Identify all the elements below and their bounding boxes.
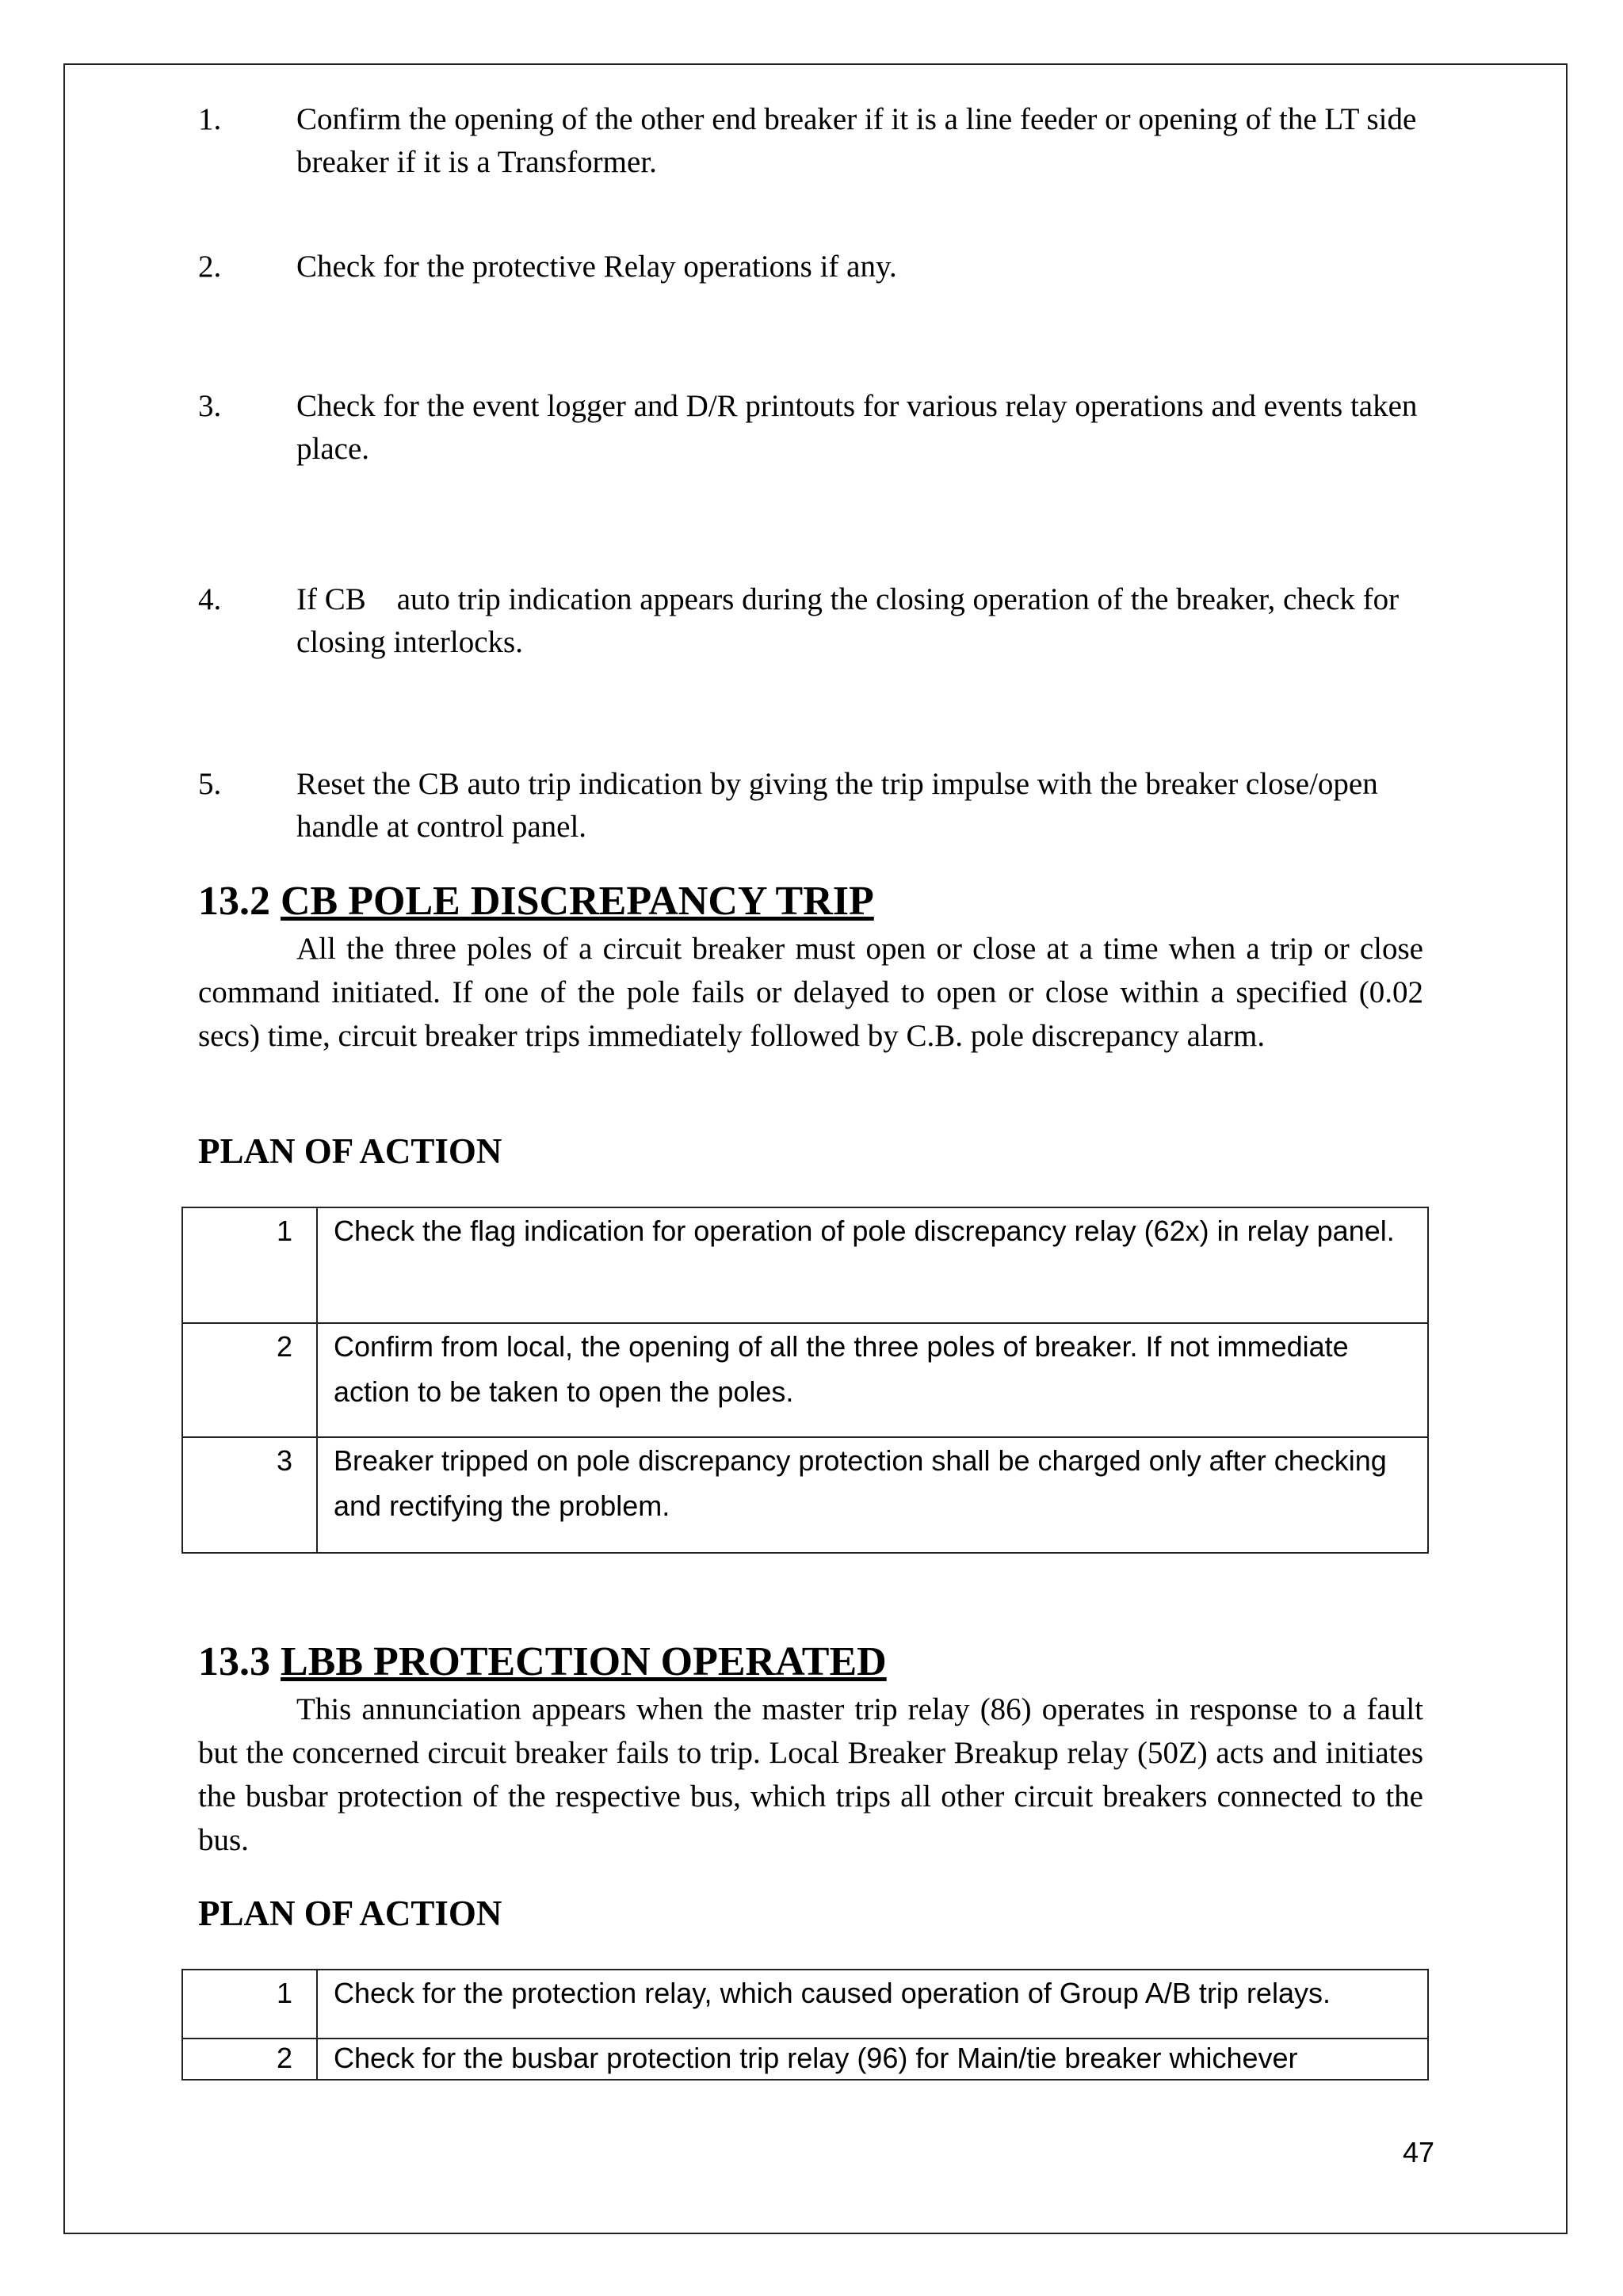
row-text: Breaker tripped on pole discrepancy protection shall be charged only after checking and rectifying the problem.	[317, 1437, 1428, 1553]
row-text: Check for the protection relay, which caused operation of Group A/B trip relays.	[317, 1970, 1428, 2039]
section-heading-13-2	[198, 878, 874, 925]
step-number: 1.	[198, 102, 222, 136]
section-paragraph: All the three poles of a circuit breaker must open or close at a time when a trip or close command initiated. If one of the pole fails or delayed to open or close within a specified (0.02 secs) time, circuit breaker trips immediately followed by C.B. pole discrepancy alarm.	[198, 932, 1423, 1053]
page-number: 47	[1403, 2136, 1435, 2168]
table-row	[182, 2039, 1428, 2080]
table-row	[182, 1970, 1428, 2039]
step-text: Reset the CB auto trip indication by giving the trip impulse with the breaker close/open handle at control panel.	[296, 767, 1378, 844]
plan-table	[181, 1969, 1429, 2081]
row-number: 1	[182, 1207, 317, 1323]
step-number: 3.	[198, 389, 222, 423]
section-paragraph: This annunciation appears when the master trip relay (86) operates in response to a fault but the concerned circuit breaker fails to trip. Local Breaker Breakup relay (50Z) acts and initiates the busbar protection of the respective bus, which trips all other circuit breakers connected to the bus.	[198, 1692, 1423, 1857]
plan-of-action-heading: PLAN OF ACTION	[198, 1131, 502, 1171]
table-row	[182, 1207, 1428, 1323]
plan-table	[181, 1207, 1429, 1554]
step-text: Check for the protective Relay operations if any.	[296, 250, 897, 284]
row-number: 3	[182, 1437, 317, 1553]
table-row	[182, 1437, 1428, 1553]
row-text: Check the flag indication for operation of pole discrepancy relay (62x) in relay panel.	[317, 1207, 1428, 1323]
step-number: 2.	[198, 250, 222, 284]
table-row	[182, 1323, 1428, 1437]
row-number: 2	[182, 1323, 317, 1437]
step-number: 5.	[198, 767, 222, 801]
step-text: Confirm the opening of the other end breaker if it is a line feeder or opening of the LT side breaker if it is a Transformer.	[296, 102, 1417, 179]
section-title: LBB PROTECTION OPERATED	[281, 1639, 887, 1684]
step-text: If CB auto trip indication appears during the closing operation of the breaker, check for closing interlocks.	[296, 582, 1407, 659]
section-heading-13-3	[198, 1638, 887, 1686]
plan-of-action-heading: PLAN OF ACTION	[198, 1894, 502, 1933]
row-text: Confirm from local, the opening of all the three poles of breaker. If not immediate action to be taken to open the poles.	[317, 1323, 1428, 1437]
row-number: 1	[182, 1970, 317, 2039]
section-title: CB POLE DISCREPANCY TRIP	[281, 879, 874, 924]
step-number: 4.	[198, 582, 222, 616]
section-number: 13.2	[198, 879, 270, 924]
row-text: Check for the busbar protection trip relay (96) for Main/tie breaker whichever	[317, 2039, 1428, 2080]
row-number: 2	[182, 2039, 317, 2080]
step-text: Check for the event logger and D/R printouts for various relay operations and events taken place.	[296, 389, 1418, 466]
section-number: 13.3	[198, 1639, 270, 1684]
